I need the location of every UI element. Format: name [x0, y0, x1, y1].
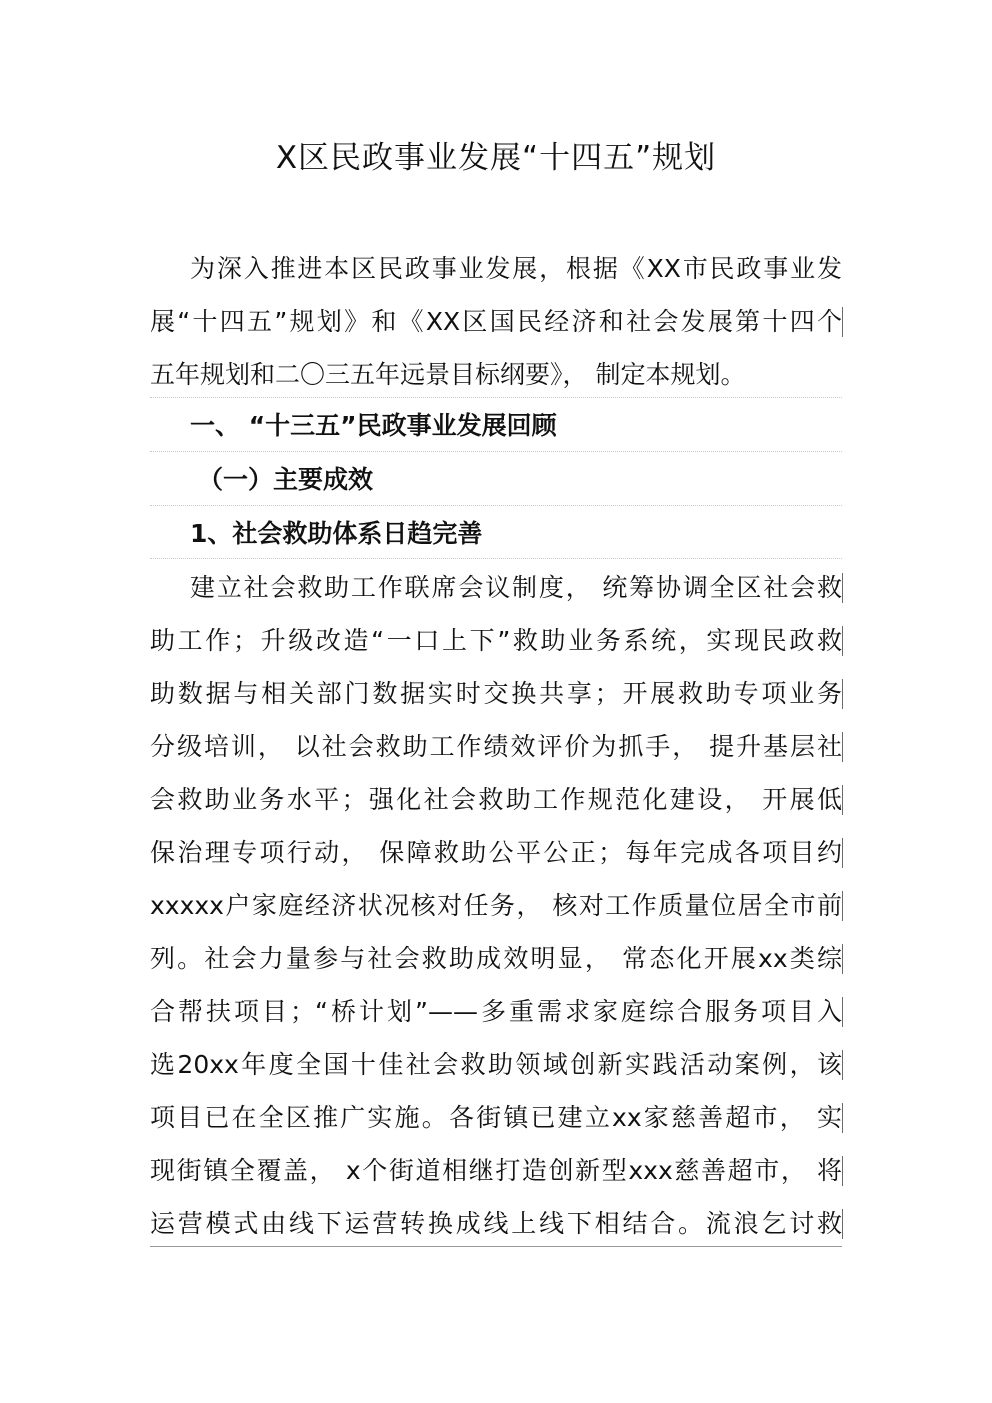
body-line-9: 合帮扶项目；“桥计划”——多重需求家庭综合服务项目入 — [150, 997, 842, 1026]
body-line-12: 现街镇全覆盖， x个街道相继打造创新型xxx慈善超市， 将 — [150, 1156, 842, 1185]
dotted-rule — [150, 505, 842, 506]
margin-bar — [842, 838, 843, 868]
intro-line-2: 展“十四五”规划》和《XX区国民经济和社会发展第十四个 — [150, 307, 842, 336]
body-line-7: xxxxx户家庭经济状况核对任务， 核对工作质量位居全市前 — [150, 891, 842, 920]
margin-bar — [842, 307, 843, 337]
item-heading: 1、社会救助体系日趋完善 — [190, 519, 483, 548]
body-line-2: 助工作；升级改造“一口上下”救助业务系统，实现民政救 — [150, 626, 842, 655]
margin-bar — [842, 1103, 843, 1133]
document-title: X区民政事业发展“十四五”规划 — [275, 140, 717, 176]
body-line-10: 选20xx年度全国十佳社会救助领域创新实践活动案例，该 — [150, 1050, 842, 1079]
intro-line-3: 五年规划和二〇三五年远景目标纲要》， 制定本规划。 — [150, 360, 746, 389]
margin-bar — [842, 626, 843, 656]
intro-line-1: 为深入推进本区民政事业发展，根据《XX市民政事业发 — [190, 254, 842, 283]
body-line-6: 保治理专项行动， 保障救助公平公正；每年完成各项目约 — [150, 838, 842, 867]
subsection-heading: （一）主要成效 — [198, 465, 374, 494]
margin-bar — [842, 1209, 843, 1239]
margin-bar — [842, 679, 843, 709]
dotted-rule — [150, 397, 842, 398]
dotted-rule — [150, 451, 842, 452]
margin-bar — [842, 1156, 843, 1186]
margin-bar — [842, 785, 843, 815]
dotted-rule — [150, 558, 842, 559]
body-line-3: 助数据与相关部门数据实时交换共享；开展救助专项业务 — [150, 679, 842, 708]
body-line-8: 列。社会力量参与社会救助成效明显， 常态化开展xx类综 — [150, 944, 842, 973]
bottom-rule — [150, 1246, 842, 1247]
margin-bar — [842, 944, 843, 974]
body-line-4: 分级培训， 以社会救助工作绩效评价为抓手， 提升基层社 — [150, 732, 842, 761]
body-line-5: 会救助业务水平；强化社会救助工作规范化建设， 开展低 — [150, 785, 842, 814]
section-heading: 一、 “十三五”民政事业发展回顾 — [190, 411, 557, 440]
margin-bar — [842, 573, 843, 603]
body-line-13: 运营模式由线下运营转换成线上线下相结合。流浪乞讨救 — [150, 1209, 842, 1238]
margin-bar — [842, 891, 843, 921]
body-line-11: 项目已在全区推广实施。各街镇已建立xx家慈善超市， 实 — [150, 1103, 842, 1132]
margin-bar — [842, 997, 843, 1027]
margin-bar — [842, 732, 843, 762]
body-line-1: 建立社会救助工作联席会议制度， 统筹协调全区社会救 — [190, 573, 842, 602]
margin-bar — [842, 1050, 843, 1080]
